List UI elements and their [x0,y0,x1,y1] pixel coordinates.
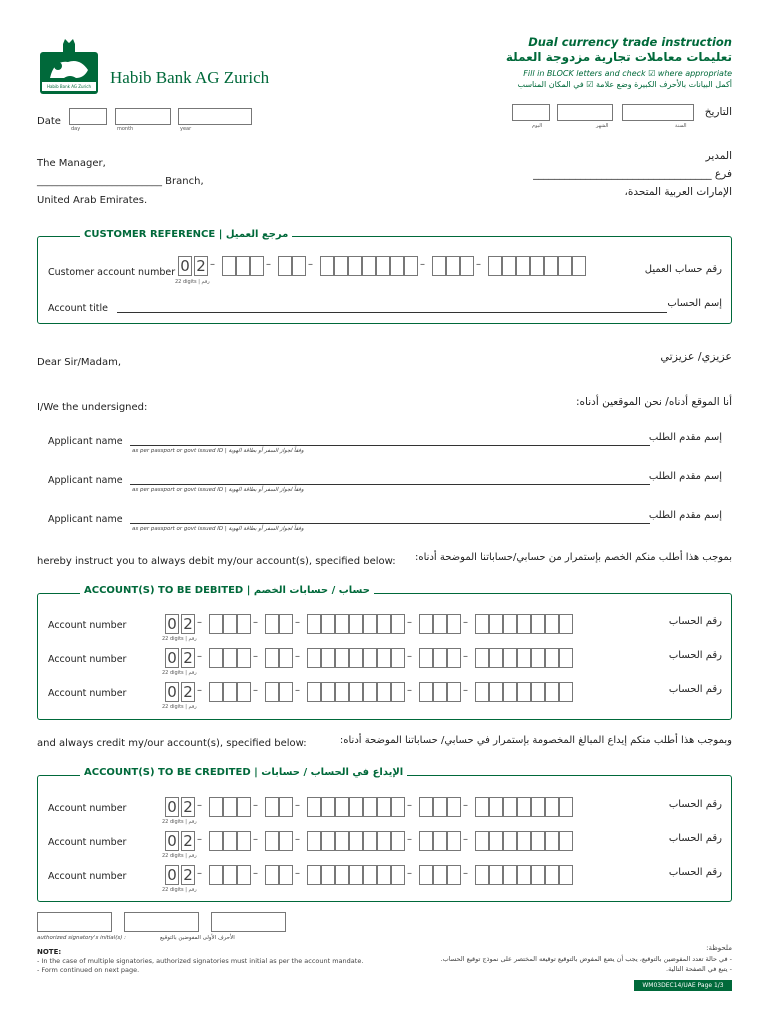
customer-account-digit-box[interactable] [488,256,502,276]
debit-account-digits-note: 22 digits | رقم [162,636,197,642]
customer-account-separator: – [266,259,271,270]
debit-account-digit-box[interactable] [391,682,405,702]
credit-account-digits-note: 22 digits | رقم [162,819,197,825]
debit-account-digit-box[interactable] [433,682,447,702]
debit-account-separator: – [463,651,468,662]
credit-account-digit-box[interactable] [433,865,447,885]
date-day-field-ar[interactable] [512,104,550,121]
undersigned-en: I/We the undersigned: [37,402,148,413]
customer-account-digit-box[interactable] [432,256,446,276]
undersigned-ar: أنا الموقع أدناه/ نحن الموقعين أدناه: [575,396,732,408]
debit-account-digit-box[interactable] [531,682,545,702]
debit-account-digits-note: 22 digits | رقم [162,704,197,710]
credit-account-prefix-digit-2: 2 [181,865,195,885]
debit-account-digit-box[interactable] [265,682,279,702]
debit-account-digit-box[interactable] [321,648,335,668]
debit-account-digit-box[interactable] [265,614,279,634]
credit-account-digit-box[interactable] [265,865,279,885]
date-year-caption-ar: السنة [675,123,687,129]
applicant-name-label-ar: إسم مقدم الطلب [648,432,722,443]
credit-account-digit-box[interactable] [559,831,573,851]
credit-account-digit-box[interactable] [489,865,503,885]
credit-account-digit-box[interactable] [391,831,405,851]
debit-account-digit-box[interactable] [265,648,279,668]
credit-account-digit-box[interactable] [237,865,251,885]
applicant-name-label-ar: إسم مقدم الطلب [648,510,722,521]
credit-account-label-ar: رقم الحساب [668,799,722,810]
applicant-name-field[interactable] [130,484,650,485]
crown-icon [61,38,77,52]
debit-account-prefix-digit-2: 2 [181,648,195,668]
credit-account-digit-box[interactable] [517,865,531,885]
debit-legend-en: ACCOUNT(S) TO BE DEBITED | [84,585,251,596]
applicant-name-label: Applicant name [48,475,123,486]
customer-reference-section [37,236,732,324]
date-label-ar: التاريخ [704,106,732,118]
debit-account-digit-box[interactable] [475,614,489,634]
customer-reference-legend-en: CUSTOMER REFERENCE | [84,229,223,240]
credit-account-digit-box[interactable] [531,831,545,851]
credit-account-digit-box[interactable] [307,831,321,851]
credit-account-digit-box[interactable] [447,865,461,885]
applicant-name-label: Applicant name [48,436,123,447]
credit-account-separator: – [407,800,412,811]
manager-label: The Manager, [37,158,106,169]
credit-account-digit-box[interactable] [321,865,335,885]
credit-account-digit-box[interactable] [475,865,489,885]
account-title-label-ar: إسم الحساب [667,298,722,309]
credit-account-separator: – [295,834,300,845]
customer-account-digit-box[interactable] [390,256,404,276]
customer-account-digit-box[interactable] [558,256,572,276]
debit-account-separator: – [463,685,468,696]
customer-account-digit-box[interactable] [292,256,306,276]
customer-account-separator: – [308,259,313,270]
credit-account-digit-box[interactable] [377,831,391,851]
debit-account-digit-box[interactable] [503,682,517,702]
debit-account-digit-box[interactable] [517,682,531,702]
credit-account-digit-box[interactable] [433,797,447,817]
credit-account-separator: – [197,834,202,845]
date-day-caption: day [71,126,81,132]
credit-account-digit-box[interactable] [489,797,503,817]
customer-account-digit-box[interactable] [404,256,418,276]
credit-legend-ar: الإيداع في الحساب / حسابات [261,767,404,778]
debit-account-digit-box[interactable] [391,614,405,634]
credit-account-label: Account number [48,837,127,848]
credit-account-digit-box[interactable] [433,831,447,851]
debit-account-digit-box[interactable] [209,648,223,668]
credit-account-digit-box[interactable] [517,797,531,817]
credit-account-separator: – [253,834,258,845]
credit-account-digit-box[interactable] [419,831,433,851]
customer-account-digit-box[interactable] [278,256,292,276]
debit-account-digit-box[interactable] [209,682,223,702]
credit-account-digit-box[interactable] [377,865,391,885]
debit-account-digit-box[interactable] [419,682,433,702]
credit-account-digit-box[interactable] [503,865,517,885]
customer-account-digit-box[interactable] [376,256,390,276]
customer-account-digit-box[interactable] [460,256,474,276]
debit-account-digit-box[interactable] [433,614,447,634]
credit-account-digit-box[interactable] [503,797,517,817]
debit-account-separator: – [407,651,412,662]
debit-account-label: Account number [48,688,127,699]
debit-account-digit-box[interactable] [349,682,363,702]
debit-account-digit-box[interactable] [223,648,237,668]
credit-account-digit-box[interactable] [223,831,237,851]
applicant-name-field[interactable] [130,445,650,446]
debit-account-digit-box[interactable] [209,614,223,634]
debit-account-label: Account number [48,620,127,631]
customer-account-digit-box[interactable] [334,256,348,276]
debit-account-digit-box[interactable] [559,682,573,702]
applicant-name-label: Applicant name [48,514,123,525]
credit-account-digit-box[interactable] [363,865,377,885]
credit-account-digit-box[interactable] [545,831,559,851]
debit-account-digit-box[interactable] [419,614,433,634]
credit-account-digit-box[interactable] [279,865,293,885]
debit-account-digits-note: 22 digits | رقم [162,670,197,676]
credit-account-digit-box[interactable] [447,831,461,851]
customer-account-digit-box[interactable] [544,256,558,276]
account-title-field[interactable] [117,312,667,313]
branch-line-ar[interactable]: فرع __________________________________ [533,168,732,180]
credit-account-digit-box[interactable] [209,797,223,817]
customer-digits-note: 22 digits | رقم [175,279,210,285]
credit-account-digit-box[interactable] [503,831,517,851]
credit-account-digit-box[interactable] [475,797,489,817]
debit-account-digit-box[interactable] [279,648,293,668]
applicant-name-label-ar: إسم مقدم الطلب [648,471,722,482]
debit-account-digit-box[interactable] [517,614,531,634]
customer-account-digit-box[interactable] [348,256,362,276]
debit-account-digit-box[interactable] [545,614,559,634]
customer-reference-legend-ar: مرجع العميل [225,229,289,240]
debit-account-digit-box[interactable] [545,682,559,702]
debit-account-separator: – [197,617,202,628]
credit-account-separator: – [407,868,412,879]
credit-account-digit-box[interactable] [265,797,279,817]
debit-account-digit-box[interactable] [335,648,349,668]
debit-account-digit-box[interactable] [321,614,335,634]
credit-account-label-ar: رقم الحساب [668,867,722,878]
form-title-ar: تعليمات معاملات تجارية مزدوجة العملة [505,50,732,64]
debit-account-separator: – [407,685,412,696]
date-year-caption: year [180,126,192,132]
debit-account-digit-box[interactable] [559,614,573,634]
initials-label-en: authorized signatory's initial(s) : [37,935,126,941]
credit-account-digit-box[interactable] [209,831,223,851]
applicant-id-note: as per passport or govt issued ID | وفقاً لجواز السفر أو بطاقة الهوية [132,526,304,532]
date-year-field[interactable] [178,108,252,125]
credit-account-digit-box[interactable] [545,865,559,885]
note-line2-en: - Form continued on next page. [37,966,140,974]
note-title-ar: ملحوظة: [706,944,732,952]
credit-account-digit-box[interactable] [223,865,237,885]
date-month-caption: month [117,126,134,132]
customer-account-digit-box[interactable] [572,256,586,276]
debit-account-digit-box[interactable] [349,648,363,668]
credit-instruction-ar: وبموجب هذا أطلب منكم إيداع المبالغ المخصومة بإستمرار في حسابي/ حساباتنا الموضحة أدناه: [339,735,732,746]
initial-box-3[interactable] [211,912,286,932]
credit-instruction-en: and always credit my/our account(s), specified below: [37,738,307,749]
debit-account-digit-box[interactable] [433,648,447,668]
debit-account-separator: – [197,651,202,662]
credit-account-digit-box[interactable] [335,831,349,851]
credit-account-digit-box[interactable] [237,831,251,851]
debit-account-prefix-digit-1: 0 [165,682,179,702]
debit-account-digit-box[interactable] [559,648,573,668]
applicant-name-field[interactable] [130,523,650,524]
debit-account-separator: – [463,617,468,628]
customer-account-digit-box[interactable] [502,256,516,276]
debit-instruction-en: hereby instruct you to always debit my/our account(s), specified below: [37,556,396,567]
debit-account-digit-box[interactable] [377,648,391,668]
debit-account-digit-box[interactable] [279,682,293,702]
credit-account-digit-box[interactable] [559,865,573,885]
debit-account-digit-box[interactable] [475,648,489,668]
debit-account-digit-box[interactable] [489,614,503,634]
debit-account-digit-box[interactable] [279,614,293,634]
debit-instruction-ar: بموجب هذا أطلب منكم الخصم بإستمرار من حسابي/حساباتنا الموضحة أدناه: [415,552,732,563]
debit-account-prefix-digit-1: 0 [165,648,179,668]
debit-account-label-ar: رقم الحساب [668,616,722,627]
debit-account-separator: – [253,685,258,696]
instruction-en: Fill in BLOCK letters and check ☑ where appropriate [523,69,732,78]
credit-account-separator: – [253,868,258,879]
customer-reference-legend [80,229,292,240]
credit-account-separator: – [295,868,300,879]
debit-account-digit-box[interactable] [363,614,377,634]
customer-account-separator: – [210,259,215,270]
debit-account-label-ar: رقم الحساب [668,684,722,695]
credit-account-digit-box[interactable] [489,831,503,851]
initial-box-2[interactable] [124,912,199,932]
debit-account-prefix-digit-1: 0 [165,614,179,634]
debit-account-digit-box[interactable] [447,614,461,634]
date-label: Date [37,116,61,127]
note-line2-ar: - يتبع في الصفحة التالية. [666,965,732,973]
customer-account-digit-box[interactable] [236,256,250,276]
customer-account-digit-box[interactable] [516,256,530,276]
credit-account-prefix-digit-1: 0 [165,831,179,851]
applicant-id-note: as per passport or govt issued ID | وفقاً لجواز السفر أو بطاقة الهوية [132,448,304,454]
credit-account-digit-box[interactable] [279,797,293,817]
credit-account-prefix-digit-1: 0 [165,865,179,885]
date-year-field-ar[interactable] [622,104,694,121]
credit-account-digit-box[interactable] [307,797,321,817]
debit-account-label: Account number [48,654,127,665]
debit-account-label-ar: رقم الحساب [668,650,722,661]
debit-account-digit-box[interactable] [363,648,377,668]
instruction-ar: أكمل البيانات بالأحرف الكبيرة وضع علامة ☑ في المكان المناسب [517,80,732,89]
credit-account-separator: – [463,868,468,879]
debit-account-digit-box[interactable] [489,682,503,702]
customer-account-label-ar: رقم حساب العميل [644,264,722,275]
credit-account-digits-note: 22 digits | رقم [162,853,197,859]
credit-account-digit-box[interactable] [223,797,237,817]
customer-account-digit-box[interactable] [362,256,376,276]
note-title-en: NOTE: [37,948,62,956]
credit-account-digit-box[interactable] [349,831,363,851]
customer-account-digit-box[interactable] [320,256,334,276]
credit-account-digit-box[interactable] [307,865,321,885]
customer-account-prefix-digit-1: 0 [178,256,192,276]
customer-account-digit-box[interactable] [446,256,460,276]
date-month-field[interactable] [115,108,171,125]
credit-account-digits-note: 22 digits | رقم [162,887,197,893]
date-day-caption-ar: اليوم [532,123,543,129]
customer-account-prefix-digit-2: 2 [194,256,208,276]
debit-account-digit-box[interactable] [349,614,363,634]
credit-account-label: Account number [48,871,127,882]
debit-account-digit-box[interactable] [503,614,517,634]
applicant-id-note: as per passport or govt issued ID | وفقاً لجواز السفر أو بطاقة الهوية [132,487,304,493]
debit-legend-ar: حساب / حسابات الخصم [253,585,370,596]
debit-account-prefix-digit-2: 2 [181,682,195,702]
debit-account-digit-box[interactable] [391,648,405,668]
logo-band: Habib Bank AG Zurich [42,82,96,91]
debit-account-digit-box[interactable] [517,648,531,668]
debit-account-digit-box[interactable] [237,614,251,634]
debit-account-digit-box[interactable] [377,682,391,702]
credit-account-digit-box[interactable] [349,865,363,885]
credit-account-separator: – [463,834,468,845]
debit-account-digit-box[interactable] [307,682,321,702]
credit-account-digit-box[interactable] [335,797,349,817]
credit-account-digit-box[interactable] [209,865,223,885]
customer-account-label: Customer account number [48,267,176,278]
debit-account-separator: – [197,685,202,696]
debit-account-separator: – [295,617,300,628]
date-month-field-ar[interactable] [557,104,613,121]
initials-label-ar: الأحرف الأولى المفوضين بالتوقيع [160,935,235,941]
credit-account-separator: – [407,834,412,845]
branch-line[interactable]: _________________________ Branch, [37,176,204,187]
credit-account-label: Account number [48,803,127,814]
credit-account-digit-box[interactable] [531,797,545,817]
debit-account-digit-box[interactable] [531,648,545,668]
note-line1-ar: - في حالة تعدد المفوضين بالتوقيع، يجب أن يضع المفوض بالتوقيع توقيعه المختصر على نموذج توقيع الحساب. [440,955,732,963]
credit-account-separator: – [295,800,300,811]
credit-account-digit-box[interactable] [349,797,363,817]
bank-name: Habib Bank AG Zurich [110,68,270,87]
debit-account-digit-box[interactable] [545,648,559,668]
credit-account-digit-box[interactable] [545,797,559,817]
uae-label-ar: الإمارات العربية المتحدة، [624,186,732,198]
debit-account-separator: – [295,651,300,662]
credit-account-digit-box[interactable] [265,831,279,851]
debit-account-digit-box[interactable] [531,614,545,634]
credit-legend [80,767,407,778]
debit-account-digit-box[interactable] [489,648,503,668]
credit-account-digit-box[interactable] [363,797,377,817]
credit-account-separator: – [197,800,202,811]
customer-account-digit-box[interactable] [530,256,544,276]
debit-account-prefix-digit-2: 2 [181,614,195,634]
page-code: WM03DEC14/UAE Page 1/3 [634,980,732,991]
credit-account-prefix-digit-1: 0 [165,797,179,817]
credit-account-digit-box[interactable] [321,831,335,851]
debit-account-digit-box[interactable] [237,682,251,702]
credit-account-digit-box[interactable] [377,797,391,817]
debit-account-digit-box[interactable] [237,648,251,668]
debit-account-separator: – [253,651,258,662]
customer-account-separator: – [420,259,425,270]
debit-account-digit-box[interactable] [447,682,461,702]
credit-account-digit-box[interactable] [363,831,377,851]
credit-account-separator: – [197,868,202,879]
customer-account-separator: – [476,259,481,270]
debit-account-digit-box[interactable] [307,614,321,634]
debit-account-digit-box[interactable] [503,648,517,668]
debit-account-digit-box[interactable] [223,614,237,634]
uae-label: United Arab Emirates. [37,195,148,206]
credit-account-digit-box[interactable] [237,797,251,817]
credit-account-digit-box[interactable] [419,865,433,885]
date-day-field[interactable] [69,108,107,125]
debit-account-digit-box[interactable] [223,682,237,702]
salutation-en: Dear Sir/Madam, [37,357,122,368]
credit-account-digit-box[interactable] [279,831,293,851]
credit-account-digit-box[interactable] [419,797,433,817]
credit-account-separator: – [253,800,258,811]
debit-account-separator: – [253,617,258,628]
debit-legend [80,585,374,596]
credit-account-digit-box[interactable] [335,865,349,885]
date-month-caption-ar: الشهر [596,123,609,129]
customer-account-digit-box[interactable] [222,256,236,276]
credit-account-label-ar: رقم الحساب [668,833,722,844]
credit-account-prefix-digit-2: 2 [181,797,195,817]
credit-legend-en: ACCOUNT(S) TO BE CREDITED | [84,767,258,778]
note-line1-en: - In the case of multiple signatories, authorized signatories must initial as per the account mandate. [37,957,364,965]
manager-label-ar: المدير [705,150,732,162]
debit-account-digit-box[interactable] [363,682,377,702]
account-title-label: Account title [48,303,108,314]
credit-account-digit-box[interactable] [517,831,531,851]
credit-account-digit-box[interactable] [475,831,489,851]
form-title-en: Dual currency trade instruction [528,35,732,49]
debit-account-digit-box[interactable] [321,682,335,702]
debit-account-separator: – [407,617,412,628]
debit-account-digit-box[interactable] [377,614,391,634]
debit-account-digit-box[interactable] [335,682,349,702]
debit-account-digit-box[interactable] [307,648,321,668]
debit-account-digit-box[interactable] [475,682,489,702]
credit-account-digit-box[interactable] [447,797,461,817]
debit-account-digit-box[interactable] [447,648,461,668]
customer-account-digit-box[interactable] [250,256,264,276]
credit-account-digit-box[interactable] [391,865,405,885]
credit-account-digit-box[interactable] [531,865,545,885]
debit-account-digit-box[interactable] [335,614,349,634]
initial-box-1[interactable] [37,912,112,932]
credit-account-separator: – [463,800,468,811]
credit-account-prefix-digit-2: 2 [181,831,195,851]
debit-account-separator: – [295,685,300,696]
salutation-ar: عزيزي/ عزيزتي [660,350,732,363]
credit-account-digit-box[interactable] [559,797,573,817]
credit-account-digit-box[interactable] [391,797,405,817]
credit-account-digit-box[interactable] [321,797,335,817]
debit-account-digit-box[interactable] [419,648,433,668]
